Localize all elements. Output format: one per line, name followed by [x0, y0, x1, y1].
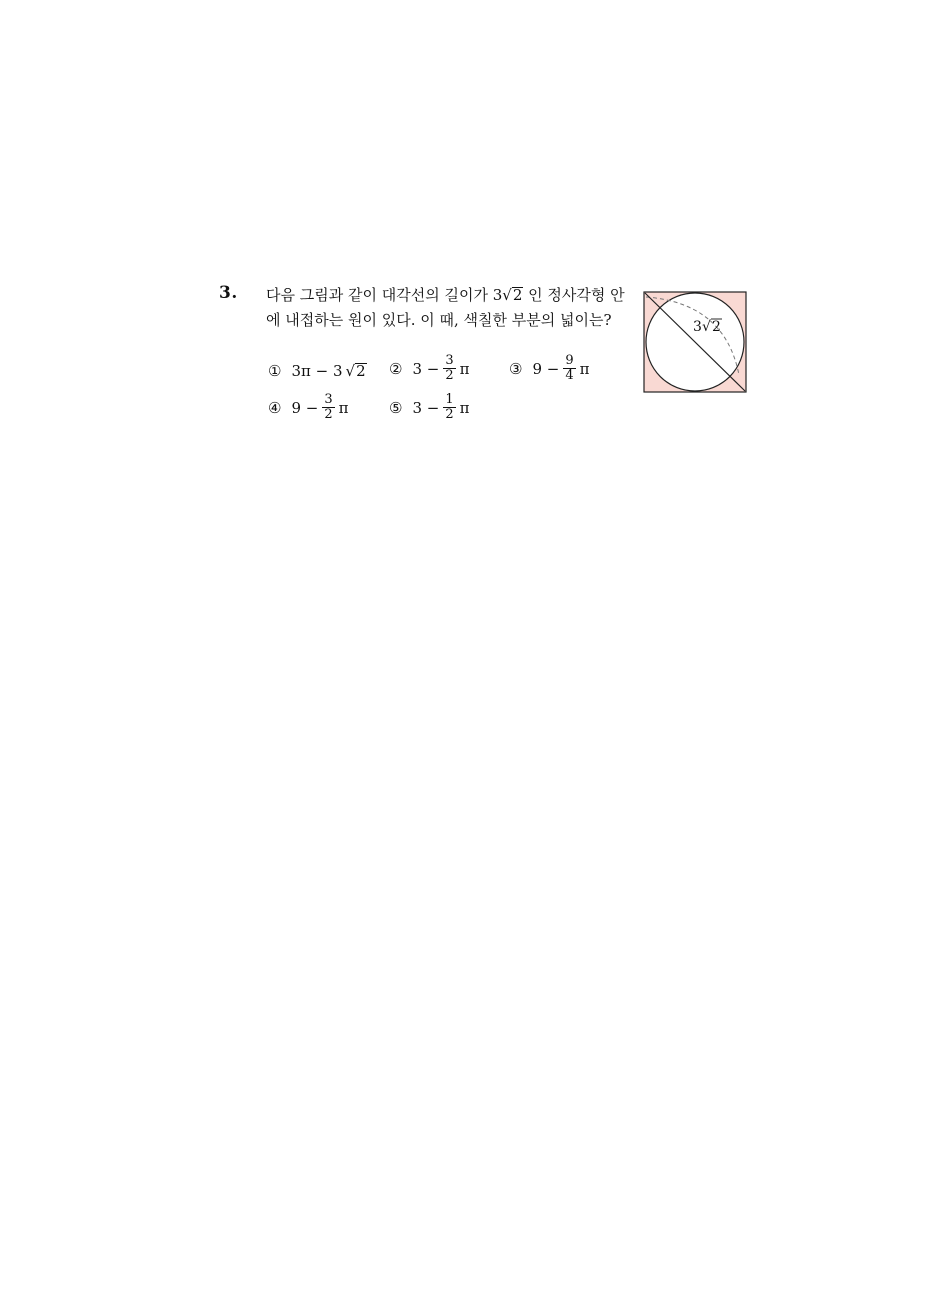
choice-4[interactable] [268, 393, 348, 422]
choice-2-lead: 3 − [412, 359, 440, 378]
choice-2[interactable] [389, 354, 469, 383]
choice-1-expression [291, 362, 366, 380]
choice-5-denominator: 2 [445, 407, 454, 422]
sqrt-symbol: √ [502, 286, 512, 304]
stem-line-2: 에 내접하는 원이 있다. 이 때, 색칠한 부분의 넓이는? [266, 311, 612, 329]
square-circle-figure [643, 291, 747, 393]
choice-5-lead: 3 − [412, 398, 440, 417]
choice-1-lead: 3π − 3 [291, 362, 343, 380]
choice-1-sqrt: √2 [345, 362, 366, 380]
choice-4-expression [291, 393, 348, 422]
diagonal-label-sqrt: √ [702, 319, 711, 335]
stem-text-after: 인 정사각형 안 [528, 286, 625, 304]
choice-5-pi: π [459, 398, 470, 417]
choice-3-lead: 9 − [532, 359, 560, 378]
choice-5-mark: ⑤ [389, 398, 403, 417]
choice-5-expression [412, 393, 469, 422]
stem-line-1 [266, 283, 626, 308]
stem-text-before: 다음 그림과 같이 대각선의 길이가 [266, 286, 488, 304]
choice-2-fraction [443, 354, 455, 383]
diagonal-radicand: 2 [512, 286, 523, 304]
choice-3[interactable] [509, 354, 589, 383]
choice-4-mark: ④ [268, 398, 282, 417]
choice-3-numerator: 9 [565, 353, 574, 368]
choice-5[interactable] [389, 393, 469, 422]
choice-2-expression [412, 354, 469, 383]
choice-4-fraction [322, 393, 334, 422]
diagonal-label [693, 319, 722, 335]
choice-2-denominator: 2 [445, 368, 454, 383]
choice-4-lead: 9 − [291, 398, 319, 417]
diagonal-coef: 3 [492, 286, 503, 304]
choice-3-pi: π [579, 359, 590, 378]
choice-4-numerator: 3 [324, 392, 333, 407]
choice-1[interactable] [268, 362, 367, 380]
choice-5-numerator: 1 [445, 392, 454, 407]
choice-2-mark: ② [389, 359, 403, 378]
diagonal-label-radicand: 2 [712, 319, 721, 335]
choice-4-pi: π [338, 398, 349, 417]
diagonal-label-coef: 3 [693, 319, 702, 335]
choice-2-pi: π [459, 359, 470, 378]
choice-1-mark: ① [268, 362, 282, 380]
choice-2-numerator: 3 [445, 353, 454, 368]
choice-5-fraction [443, 393, 455, 422]
choice-3-fraction [563, 354, 575, 383]
choice-3-expression [532, 354, 589, 383]
question-number: 3. [219, 283, 238, 303]
choice-3-mark: ③ [509, 359, 523, 378]
choice-1-radicand: 2 [356, 362, 366, 380]
question-stem [266, 283, 626, 333]
choice-3-denominator: 4 [565, 368, 574, 383]
diagonal-length [493, 283, 524, 308]
choice-4-denominator: 2 [324, 407, 333, 422]
